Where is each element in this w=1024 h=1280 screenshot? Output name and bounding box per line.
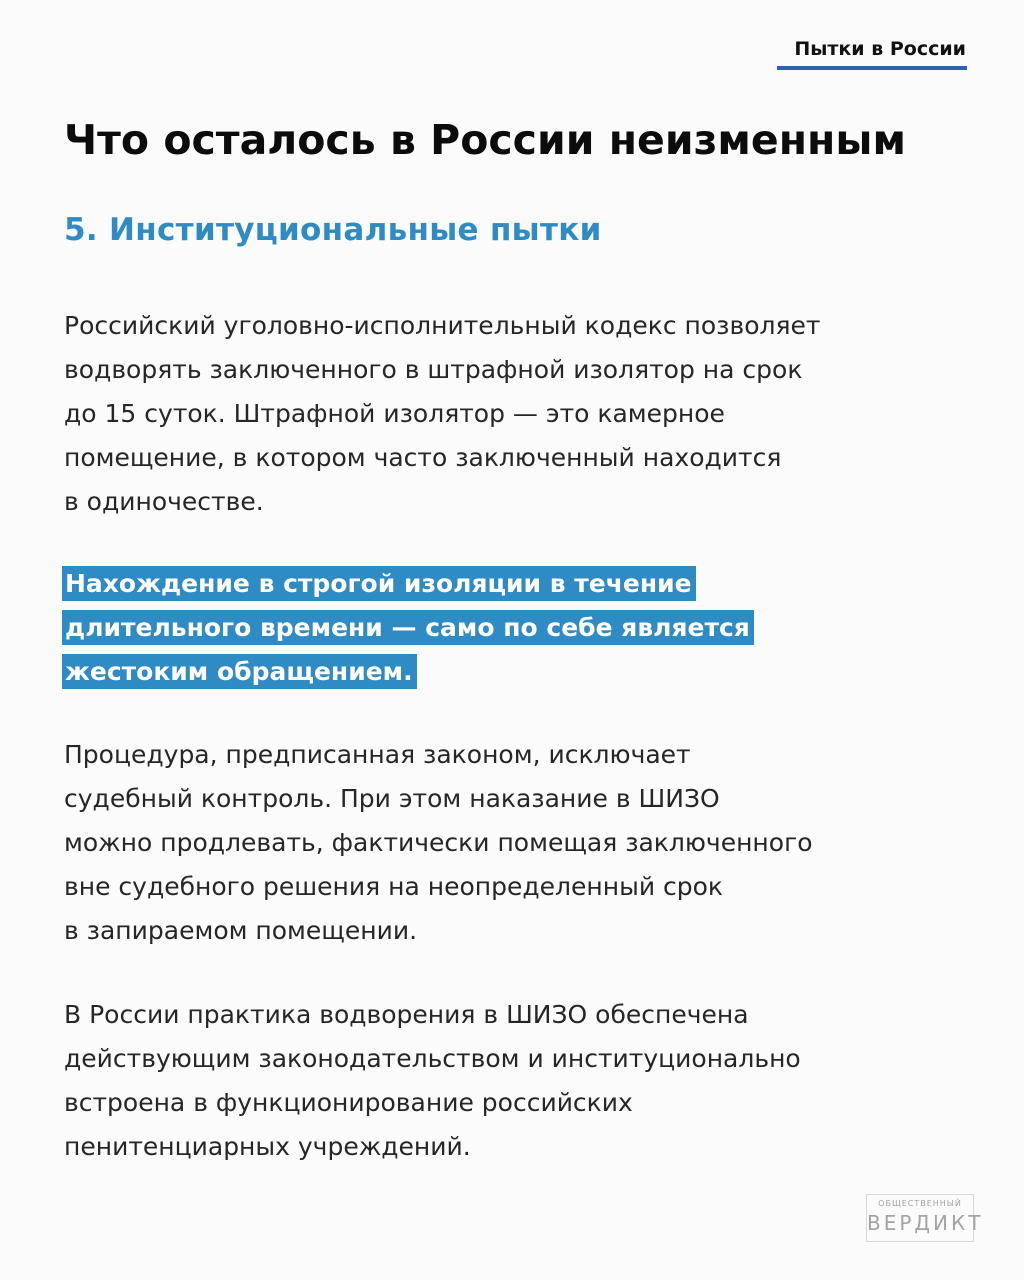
paragraph-line: судебный контроль. При этом наказание в ШИЗО: [64, 784, 720, 813]
section-heading: 5. Институциональные пытки: [64, 212, 602, 248]
logo-top-text: ОБЩЕСТВЕННЫЙ: [878, 1199, 962, 1208]
paragraph-line: действующим законодательством и институционально: [64, 1044, 801, 1073]
paragraph-line: встроена в функционирование российских: [64, 1088, 633, 1117]
highlight-line: длительного времени — само по себе является: [62, 610, 754, 645]
highlight-line: жестоким обращением.: [62, 654, 417, 689]
paragraph-shizo-definition: [64, 304, 820, 524]
paragraph-line: Процедура, предписанная законом, исключает: [64, 740, 691, 769]
paragraph-line: помещение, в котором часто заключенный находится: [64, 443, 782, 472]
paragraph-line: вне судебного решения на неопределенный срок: [64, 872, 724, 901]
paragraph-line: до 15 суток. Штрафной изолятор — это камерное: [64, 399, 725, 428]
paragraph-line: в запираемом помещении.: [64, 916, 418, 945]
series-tag: Пытки в России: [794, 38, 966, 60]
paragraph-judicial-control: [64, 733, 813, 953]
highlight-quote: [62, 566, 754, 698]
paragraph-line: пенитенциарных учреждений.: [64, 1132, 471, 1161]
paragraph-line: можно продлевать, фактически помещая заключенного: [64, 828, 813, 857]
paragraph-line: В России практика водворения в ШИЗО обеспечена: [64, 1000, 749, 1029]
paragraph-legislation: [64, 993, 801, 1169]
paragraph-line: Российский уголовно-исполнительный кодекс позволяет: [64, 311, 821, 340]
paragraph-line: водворять заключенного в штрафной изолятор на срок: [64, 355, 803, 384]
logo-bottom-text: ВЕРДИКТ: [867, 1211, 984, 1235]
series-tag-underline: [777, 66, 967, 70]
highlight-line: Нахождение в строгой изоляции в течение: [62, 566, 696, 601]
paragraph-line: в одиночестве.: [64, 487, 264, 516]
verdict-logo: [866, 1194, 984, 1242]
page-title: Что осталось в России неизменным: [64, 116, 906, 164]
